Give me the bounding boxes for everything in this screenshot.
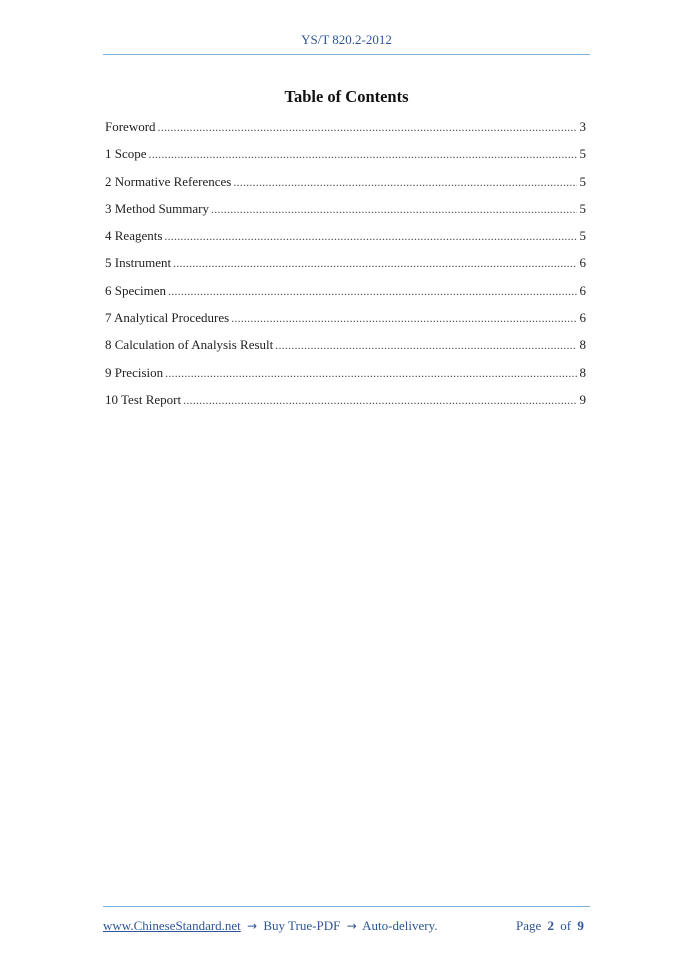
toc-entry-page: 3 (579, 119, 586, 134)
toc-entry[interactable] (105, 364, 586, 391)
toc-leader-dots (233, 173, 577, 191)
toc-entry[interactable] (105, 336, 586, 363)
toc-entry-label: 4 Reagents (105, 228, 163, 244)
current-page-number: 2 (547, 918, 555, 933)
arrow-right-icon: → (247, 919, 258, 933)
toc-entry[interactable] (105, 145, 586, 172)
toc-leader-dots (164, 227, 577, 245)
site-link[interactable]: www.ChineseStandard.net (103, 918, 241, 933)
toc-entry-label: 10 Test Report (105, 391, 182, 407)
toc-entry[interactable] (105, 254, 586, 281)
toc-entry-label: 5 Instrument (105, 255, 172, 271)
toc-entry[interactable] (105, 309, 586, 336)
toc-leader-dots (165, 364, 577, 382)
toc-entry[interactable] (105, 391, 586, 418)
total-page-number: 9 (577, 918, 584, 933)
toc-entry-page: 5 (579, 173, 586, 189)
toc-entry[interactable] (105, 227, 586, 254)
toc-entry-label: 7 Analytical Procedures (105, 310, 230, 326)
toc-entry[interactable] (105, 118, 586, 145)
toc-leader-dots (173, 254, 577, 272)
toc-entry-page: 9 (579, 391, 586, 407)
toc-entry-page: 8 (579, 337, 586, 353)
toc-list (105, 118, 586, 418)
arrow-right-icon: → (346, 919, 357, 933)
toc-entry-label: 3 Method Summary (105, 200, 209, 216)
footer-rule (103, 906, 590, 907)
toc-entry-page: 5 (579, 228, 586, 244)
toc-entry-label: 1 Scope (105, 146, 147, 162)
toc-leader-dots (231, 309, 577, 327)
toc-entry[interactable] (105, 173, 586, 200)
header-rule (103, 54, 590, 55)
toc-entry-page: 8 (579, 364, 586, 380)
toc-leader-dots (149, 145, 577, 163)
toc-entry-page: 6 (579, 255, 586, 271)
toc-entry-label: 8 Calculation of Analysis Result (105, 337, 274, 353)
toc-entry-label: 2 Normative References (105, 173, 232, 189)
toc-leader-dots (183, 391, 577, 409)
toc-leader-dots (168, 282, 577, 300)
page-word: Page (516, 918, 542, 933)
toc-leader-dots (211, 200, 577, 218)
toc-entry-label: 6 Specimen (105, 282, 167, 298)
toc-title: Table of Contents (284, 87, 409, 106)
toc-entry[interactable] (105, 200, 586, 227)
buy-true-pdf-text: Buy True-PDF (263, 918, 341, 933)
of-word: of (560, 918, 572, 933)
toc-entry-label: 9 Precision (105, 364, 164, 380)
toc-entry-page: 6 (579, 282, 586, 298)
page-indicator (516, 918, 587, 934)
running-header: YS/T 820.2-2012 (301, 32, 392, 47)
toc-entry-page: 5 (579, 146, 586, 162)
toc-leader-dots (275, 336, 577, 354)
toc-entry-page: 5 (579, 200, 586, 216)
auto-delivery-text: Auto-delivery. (362, 918, 438, 933)
toc-entry-label: Foreword (105, 119, 156, 134)
toc-entry[interactable] (105, 282, 586, 309)
toc-leader-dots (158, 118, 577, 136)
footer-promo (103, 918, 438, 934)
toc-entry-page: 6 (579, 310, 586, 326)
